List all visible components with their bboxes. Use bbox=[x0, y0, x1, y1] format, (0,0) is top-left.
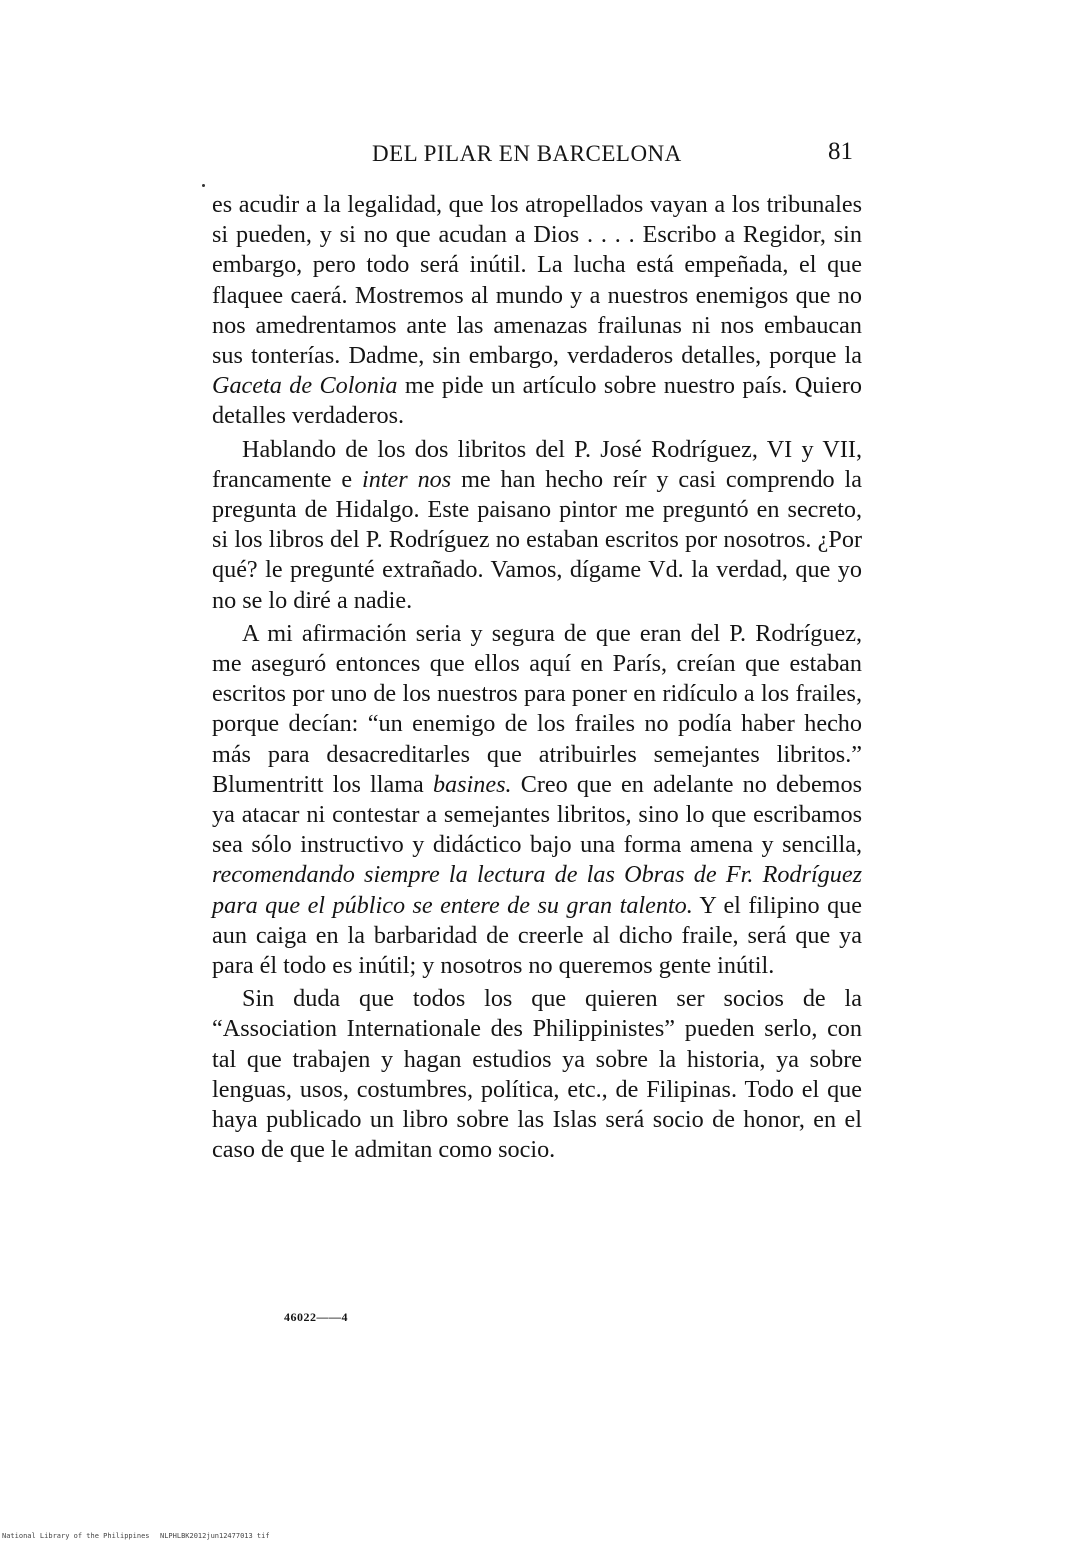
printer-signature-mark: 46022——4 bbox=[284, 1310, 348, 1324]
italic-phrase: basines. bbox=[432, 770, 512, 798]
text-run: Creo que en adelante no debemos ya atacar ni contestar a semejantes libritos, sino lo que escribamos sea sólo instructivo y didáctico bajo una forma amena y sencilla, bbox=[212, 770, 862, 859]
text-run: me pide un artículo sobre nuestro país. Quiero detalles verdaderos. bbox=[212, 372, 862, 430]
running-head: DEL PILAR EN BARCELONA bbox=[372, 141, 682, 166]
text-run: Hablando de los dos libritos del P. José Rodríguez, VI y VII, francamente e bbox=[212, 435, 862, 493]
italic-phrase: Gaceta de Colonia bbox=[212, 372, 398, 400]
text-run: A mi afirmación seria y segura de que eran del P. Rodríguez, me aseguró entonces que ellos aquí en París, creían que estaban escritos por uno de los nuestros para poner en ridículo a los frailes, porque decían: “un enemigo de los frailes no podía haber hecho más para desacreditarles que atribuirles semejantes libritos.” Blumentritt los llama bbox=[212, 619, 862, 798]
paragraph bbox=[212, 984, 862, 1165]
page-number: 81 bbox=[828, 138, 853, 165]
ink-speck bbox=[202, 184, 205, 187]
body-text bbox=[212, 190, 862, 1166]
scan-footer-filename: NLPHLBK2012jun12477013 tif bbox=[160, 1532, 270, 1540]
italic-phrase: inter nos bbox=[362, 465, 452, 493]
scan-footer-source: National Library of the Philippines bbox=[2, 1532, 150, 1540]
text-run: Y el filipino que aun caiga en la barbaridad de creerle al dicho fraile, será que ya para él todo es inútil; y nosotros no queremos gente inútil. bbox=[212, 891, 862, 980]
italic-phrase: recomendando siempre la lectura de las Obras de Fr. Rodríguez para que el público se entere de su gran talento. bbox=[212, 861, 862, 919]
paragraph bbox=[212, 619, 862, 981]
paragraph bbox=[212, 190, 862, 432]
text-run: Sin duda que todos los que quieren ser socios de la “Association Internationale des Philippinistes” pueden serlo, con tal que trabajen y hagan estudios ya sobre la historia, ya sobre lenguas, usos, costumbres, política, etc., de Filipinas. Todo el que haya publicado un libro sobre las Islas será socio de honor, en el caso de que le admitan como socio. bbox=[212, 985, 862, 1164]
text-run: es acudir a la legalidad, que los atropellados vayan a los tribunales si pueden, y si no que acudan a Dios . . . . Escribo a Regidor, sin embargo, pero todo será inútil. La lucha está empeñada, el que flaquee caerá. Mostremos al mundo y a nuestros enemigos que no nos amedrentamos ante las amenazas frailunas ni nos embaucan sus tonterías. Dadme, sin embargo, verdaderos detalles, porque la bbox=[212, 191, 862, 370]
paragraph bbox=[212, 435, 862, 616]
text-run: me han hecho reír y casi comprendo la pregunta de Hidalgo. Este paisano pintor me preguntó en secreto, si los libros del P. Rodríguez no estaban escritos por nosotros. ¿Por qué? le pregunté extrañado. Vamos, dígame Vd. la verdad, que yo no se lo diré a nadie. bbox=[212, 465, 862, 614]
